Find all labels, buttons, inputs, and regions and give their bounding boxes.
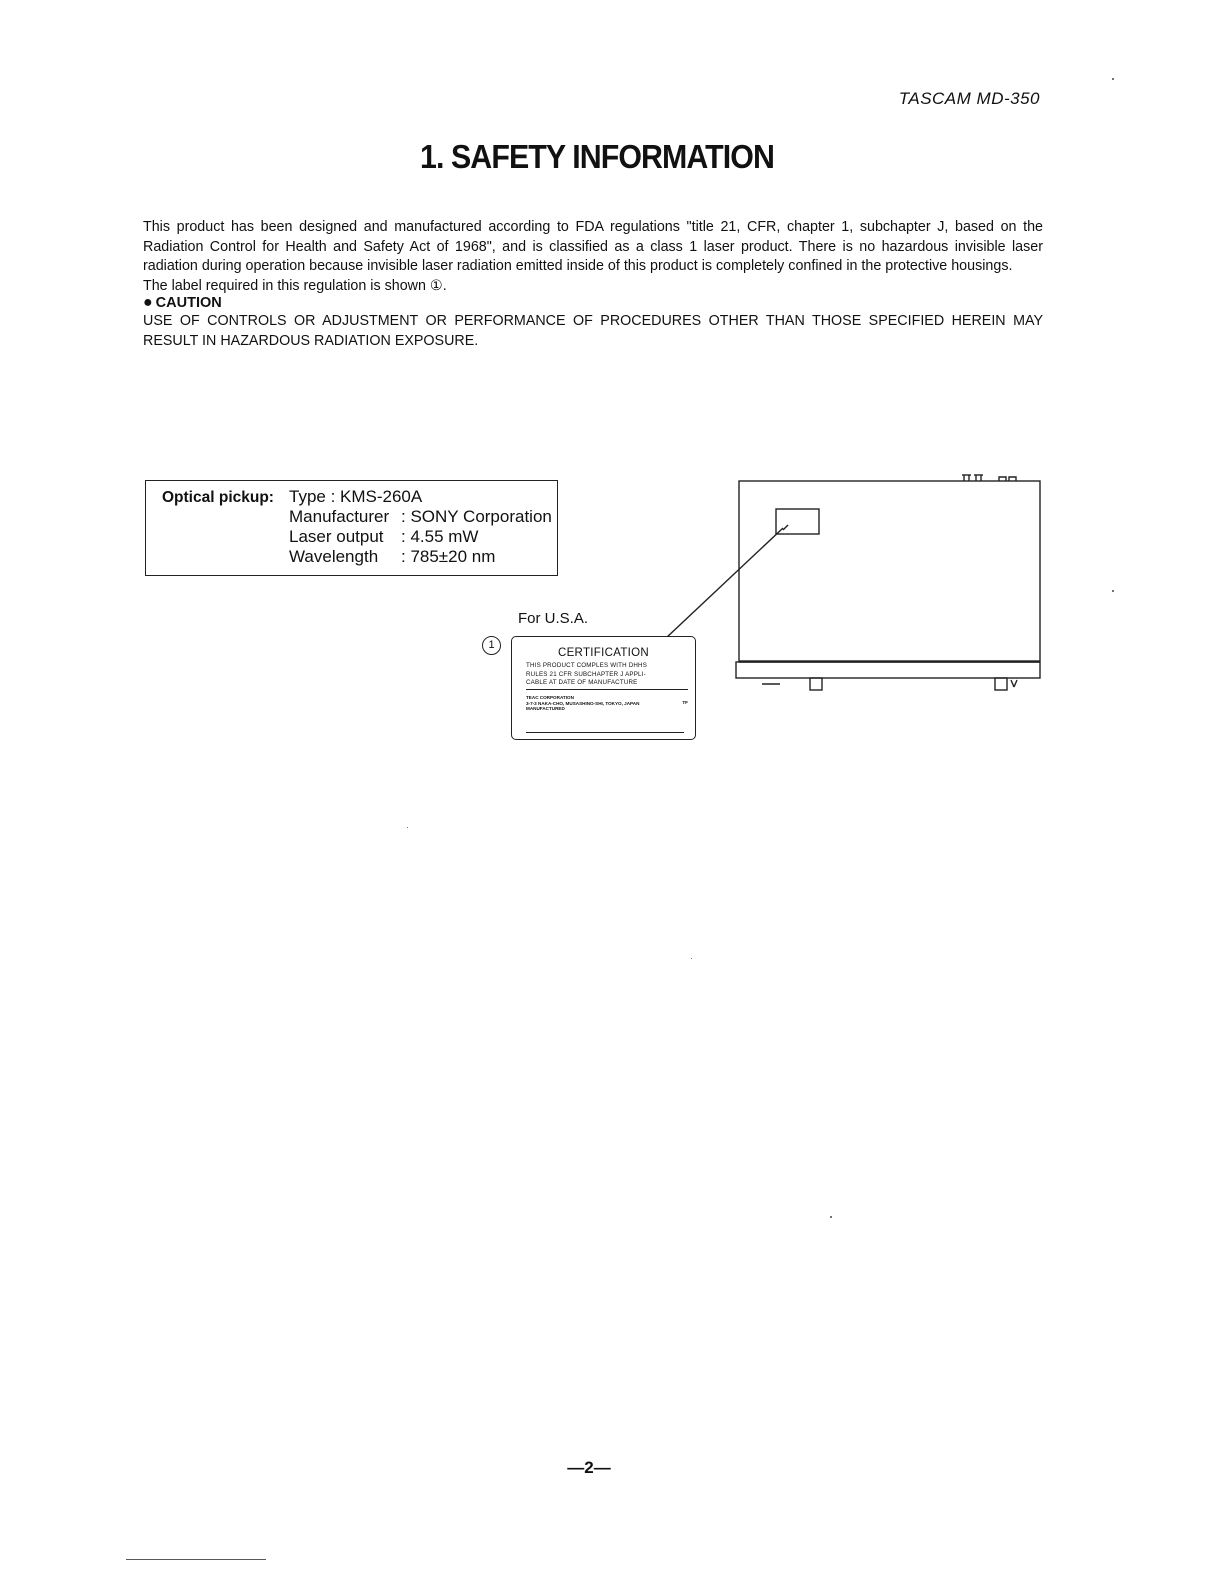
header-model-name: TASCAM MD-350: [898, 89, 1040, 108]
certification-line: CABLE AT DATE OF MANUFACTURE: [526, 679, 638, 687]
spec-row: [289, 507, 552, 527]
certification-label: [511, 636, 696, 740]
scan-speck: [407, 827, 408, 828]
certification-body: [526, 662, 688, 690]
label-position-marker: [776, 509, 819, 534]
bullet-icon: ●: [143, 294, 153, 311]
caution-heading-text: CAUTION: [155, 295, 222, 311]
spec-key: Wavelength: [289, 547, 379, 566]
company-address: 3-7-3 NAKA-CHO, MUSASHINO-SHI, TOKYO, JAPAN: [526, 700, 640, 706]
spec-row: [289, 547, 552, 567]
spec-row-type: [289, 487, 552, 507]
certification-line: THIS PRODUCT COMPLES WITH DHHS: [526, 662, 648, 669]
front-detail: [1014, 680, 1017, 687]
spec-key: Manufacturer: [289, 507, 390, 526]
optical-pickup-spec-box: [145, 480, 558, 576]
scan-speck: [691, 958, 692, 959]
signature-line: [526, 732, 684, 733]
certification-company-block: [526, 695, 688, 712]
scan-speck: [830, 1216, 832, 1218]
spec-key: Laser output: [289, 527, 384, 546]
certification-code: TF: [682, 700, 688, 705]
bottom-rule: [126, 1559, 266, 1560]
intro-section: [143, 218, 1043, 296]
device-foot: [995, 678, 1007, 690]
front-panel-strip: [736, 662, 1040, 678]
device-top-view-diagram: [660, 470, 1050, 700]
certification-title: CERTIFICATION: [557, 647, 649, 659]
optical-pickup-label: Optical pickup:: [162, 489, 274, 506]
spec-value: : 4.55 mW: [401, 527, 479, 546]
callout-number: 1: [482, 636, 501, 655]
caution-heading: [143, 294, 222, 312]
region-label: For U.S.A.: [518, 610, 589, 627]
scan-speck: [1112, 78, 1114, 80]
scan-speck: [1112, 590, 1114, 592]
leader-line: [666, 528, 783, 638]
caution-text: USE OF CONTROLS OR ADJUSTMENT OR PERFORMANCE OF PROCEDURES OTHER THAN THOSE SPECIFIED HEREIN MAY RESULT IN HAZARDOUS RADIATION EXPOSURE.: [143, 313, 1043, 349]
spec-row: [289, 527, 552, 547]
manufactured-label: MANUFACTURED: [526, 706, 565, 712]
page-number: —2—: [567, 1458, 611, 1477]
marker-tick: [783, 525, 788, 530]
front-detail: [1011, 680, 1014, 687]
page-title: 1. SAFETY INFORMATION: [419, 138, 774, 175]
device-foot: [810, 678, 822, 690]
certification-line: RULES 21 CFR SUBCHAPTER J APPLI-: [526, 670, 646, 678]
spec-rows: [289, 487, 552, 567]
intro-paragraph: This product has been designed and manufactured according to FDA regulations "title 21, CFR, chapter 1, subchapter J, based on the Radiation Control for Health and Safety Act of 1968", and is classified as a class 1 laser product. There is no hazardous invisible laser radiation during operation because invisible laser radiation emitted inside of this product is completely confined in the protective housings.: [143, 219, 1043, 274]
spec-value: : SONY Corporation: [401, 507, 552, 526]
label-note: The label required in this regulation is shown ①.: [143, 277, 447, 294]
spec-type-line: Type : KMS-260A: [289, 487, 423, 506]
company-name: TEAC CORPORATION: [526, 695, 574, 700]
spec-value: : 785±20 nm: [401, 547, 496, 566]
device-body-outline: [739, 481, 1040, 661]
